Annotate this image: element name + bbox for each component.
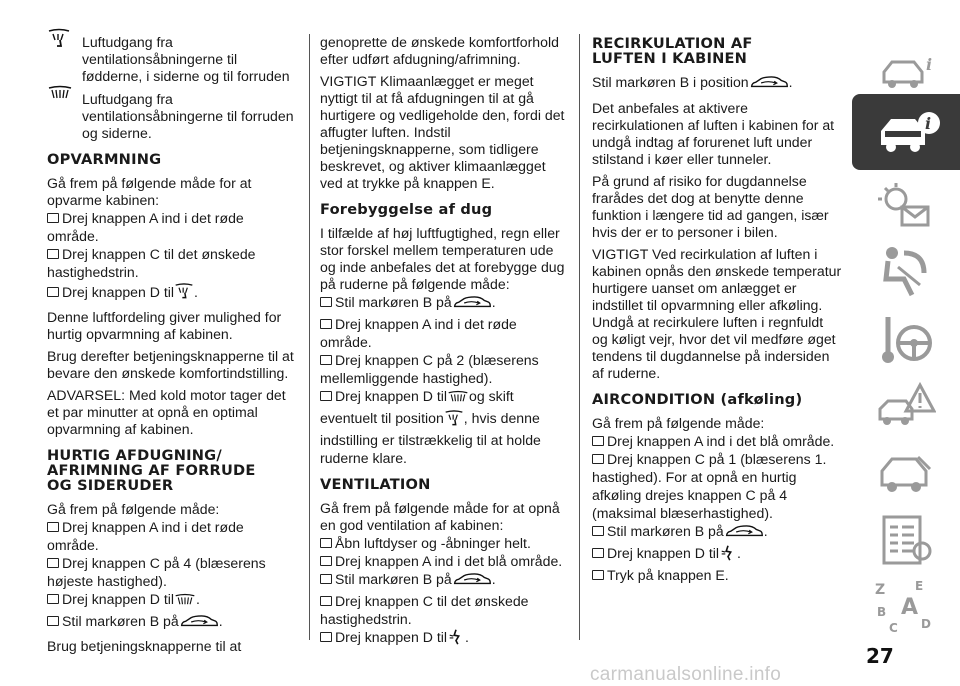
recirk-p2: Det anbefales at aktivere recirkulationen af luften i kabinen for at undgå indtag af forurenet luft under stilstand i køer eller tunneler. — [592, 100, 835, 167]
recirculation-car-icon — [452, 295, 492, 315]
aircon-step-4: Drej knappen D til . — [592, 544, 842, 566]
recirculation-car-icon — [452, 572, 492, 592]
opvarmning-step-1: Drej knappen A ind i det røde område. — [47, 210, 244, 244]
aircon-step-2: Drej knappen C på 1 (blæserens 1. hastighed). For at opnå en hurtig afkøling drejes knappen C på 4 (maksimal blæserhastighed). — [592, 451, 827, 521]
ventilation-step-4: Drej knappen C til det ønskede hastighedstrin. — [320, 593, 529, 627]
ventilation-step-1: Åbn luftdyser og -åbninger helt. — [320, 534, 565, 552]
checkbox-icon — [320, 538, 332, 548]
tab-index[interactable] — [852, 574, 960, 638]
heading-recirkulation: RECIRKULATION AF LUFTEN I KABINEN — [592, 35, 753, 67]
opvarmning-p2: Brug derefter betjeningsknapperne til at bevare den ønskede komfortindstilling. — [47, 348, 294, 381]
opvarmning-step-2: Drej knappen C til det ønskede hastighedstrin. — [47, 246, 256, 280]
checkbox-icon — [320, 355, 332, 365]
page-number: 27 — [866, 644, 894, 668]
forebyg-step-1: Stil markøren B på . — [320, 293, 565, 315]
foot-window-vent-icon — [444, 409, 464, 431]
checkbox-icon — [47, 616, 59, 626]
tab-technical-data[interactable] — [852, 508, 960, 572]
svg-text:D: D — [921, 617, 931, 631]
heading-opvarmning: OPVARMNING — [47, 151, 162, 168]
col2-p1: genoprette de ønskede komfortforhold efter udført afdugning/afrimning. — [320, 34, 559, 67]
foot-window-text: Luftudgang fra ventilationsåbningerne til fødderne, i siderne og til forruden — [82, 34, 290, 84]
checkbox-icon — [320, 632, 332, 642]
heading-aircondition: AIRCONDITION (afkøling) — [592, 391, 803, 408]
checkbox-icon — [320, 556, 332, 566]
opvarmning-p1: Denne luftfordeling giver mulighed for hurtig opvarmning af kabinen. — [47, 309, 282, 342]
window-sides-item — [47, 91, 299, 142]
aircon-step-3: Stil markøren B på . — [592, 522, 842, 544]
aircon-step-5: Tryk på knappen E. — [592, 566, 842, 584]
svg-text:i: i — [925, 114, 932, 133]
tab-airbag-seat[interactable] — [852, 240, 960, 304]
ventilation-step-3: Stil markøren B på . — [320, 570, 565, 592]
tab-steering-wrench[interactable] — [852, 308, 960, 372]
index-abc-icon — [871, 576, 941, 636]
recirculation-car-icon — [179, 614, 219, 634]
column-middle — [320, 34, 565, 650]
checkbox-icon — [320, 297, 332, 307]
heading-ventilation: VENTILATION — [320, 476, 431, 493]
afdugning-p1: Brug betjeningsknapperne til at — [47, 638, 242, 654]
ventilation-intro: Gå frem på følgende måde for at opnå en god ventilation af kabinen: — [320, 500, 560, 533]
face-vent-icon — [719, 544, 737, 566]
recirk-p3: På grund af risiko for dugdannelse frarådes det dog at benytte denne funktion i længere tid ad gangen, især hvis der er to personer i bilen. — [592, 173, 829, 240]
column-divider — [309, 34, 310, 640]
heading-afdugning: HURTIG AFDUGNING/ AFRIMNING AF FORRUDE OG SIDERUDER — [47, 447, 256, 494]
opvarmning-p3: ADVARSEL: Med kold motor tager det et par minutter at opnå en optimal opvarmning af kabinen. — [47, 387, 286, 437]
svg-text:A: A — [901, 595, 919, 620]
column-left — [47, 34, 299, 660]
ventilation-step-5: Drej knappen D til . — [320, 628, 565, 650]
tab-emergency-car[interactable] — [852, 374, 960, 438]
car-service-icon — [876, 449, 936, 499]
checkbox-icon — [320, 596, 332, 606]
foot-window-item — [47, 34, 299, 85]
foot-window-vent-icon — [47, 28, 71, 52]
checkbox-icon — [592, 570, 604, 580]
watermark: carmanualsonline.info — [590, 664, 782, 685]
opvarmning-intro: Gå frem på følgende måde for at opvarme kabinen: — [47, 175, 252, 208]
forebyg-step-4: Drej knappen D til og skift eventuelt til position , hvis denne indstilling er tilstrækkelig til at holde ruderne klare. — [320, 388, 541, 466]
checkbox-icon — [592, 436, 604, 446]
windshield-vent-icon — [174, 592, 196, 612]
checkbox-icon — [320, 574, 332, 584]
opvarmning-step-3: Drej knappen D til . — [47, 281, 299, 305]
windshield-vent-icon — [447, 389, 469, 409]
column-right — [592, 34, 842, 584]
forebyg-step-3: Drej knappen C på 2 (blæserens mellemliggende hastighed). — [320, 352, 539, 386]
forebyg-intro: I tilfælde af høj luftfugtighed, regn eller stor forskel mellem temperaturen ude og inde anbefales det at forebygge dug på ruderne på følgende måde: — [320, 225, 565, 292]
recirculation-car-icon — [724, 524, 764, 544]
checkbox-icon — [47, 558, 59, 568]
airbag-seat-icon — [876, 245, 936, 299]
windshield-vent-icon — [47, 85, 73, 105]
col2-p2: VIGTIGT Klimaanlægget er meget nyttigt til at få afdugningen til at gå hurtigere og vedligeholde den, fordi det affugter luften. Indstil betjeningsknapperne, som tidligere beskrevet, og aktiver klimaanlægget ved at trykke på knappen E. — [320, 73, 565, 191]
checkbox-icon — [592, 454, 604, 464]
checkbox-icon — [47, 213, 59, 223]
face-vent-icon — [447, 628, 465, 650]
car-i-active-icon — [871, 107, 941, 157]
ventilation-step-2: Drej knappen A ind i det blå område. — [320, 552, 565, 570]
forebyg-step-2: Drej knappen A ind i det røde område. — [320, 316, 517, 350]
checkbox-icon — [47, 522, 59, 532]
afdugning-step-1: Drej knappen A ind i det røde område. — [47, 519, 244, 553]
checkbox-icon — [320, 319, 332, 329]
warning-lights-icon — [876, 181, 936, 231]
tab-car-i-active[interactable] — [852, 94, 960, 170]
tab-car-service[interactable] — [852, 442, 960, 506]
checkbox-icon — [47, 287, 59, 297]
emergency-car-icon — [876, 379, 936, 433]
afdugning-intro: Gå frem på følgende måde: — [47, 501, 220, 517]
svg-text:Z: Z — [875, 582, 886, 598]
recirk-p1: Stil markøren B i position . — [592, 74, 842, 95]
checkbox-icon — [592, 526, 604, 536]
tab-warning-lights[interactable] — [852, 174, 960, 238]
column-divider — [579, 34, 580, 640]
svg-text:C: C — [889, 621, 898, 635]
heading-forebyggelse: Forebyggelse af dug — [320, 201, 493, 218]
checkbox-icon — [320, 391, 332, 401]
checkbox-icon — [47, 594, 59, 604]
car-info-icon — [876, 52, 936, 92]
svg-text:E: E — [915, 579, 924, 593]
foot-vent-icon — [174, 281, 194, 305]
aircon-step-1: Drej knappen A ind i det blå område. — [592, 432, 842, 450]
svg-text:B: B — [877, 605, 887, 619]
checkbox-icon — [47, 249, 59, 259]
checkbox-icon — [592, 548, 604, 558]
window-sides-text: Luftudgang fra ventilationsåbningerne til forruden og siderne. — [82, 91, 294, 141]
recirk-p4: VIGTIGT Ved recirkulation af luften i kabinen opnås den ønskede temperatur hurtigere uanset om anlægget er indstillet til opvarmning eller afkøling. Undgå at recirkulere luften i regnfuldt og køligt vejr, hvor det vil medføre øget tendens til dugdannelse på indersiden af ruderne. — [592, 246, 842, 381]
afdugning-step-4: Stil markøren B på . — [47, 612, 299, 634]
technical-data-icon — [876, 513, 936, 567]
afdugning-step-3: Drej knappen D til . — [47, 590, 299, 612]
svg-text:i: i — [926, 55, 933, 74]
aircon-intro: Gå frem på følgende måde: — [592, 415, 765, 431]
afdugning-step-2: Drej knappen C på 4 (blæserens højeste hastighed). — [47, 555, 266, 589]
steering-wrench-icon — [876, 313, 936, 367]
recirculation-car-icon — [749, 75, 789, 95]
